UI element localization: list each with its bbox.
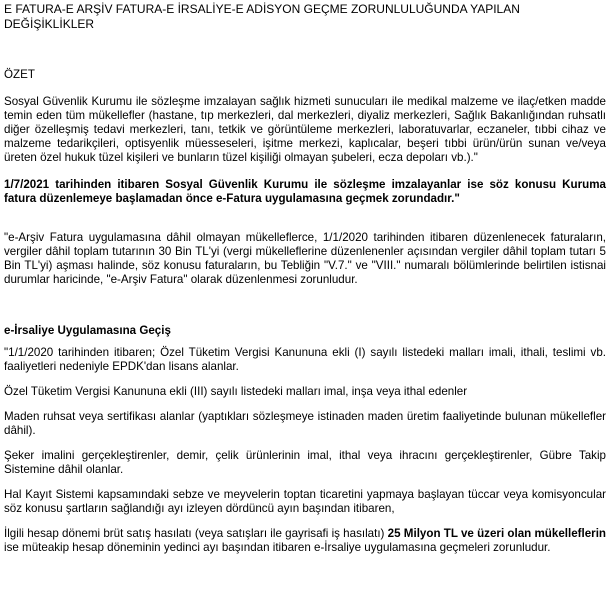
paragraph-hasilat-bold: 25 Milyon TL ve üzeri olan mükelleflerin — [387, 527, 607, 540]
paragraph-maden: Maden ruhsat veya sertifikası alanlar (yaptıkları sözleşmeye istinaden maden üretim faaliyetinde bulunan mükellefler dâhil). — [4, 410, 606, 437]
summary-heading: ÖZET — [4, 68, 35, 81]
paragraph-e-arsiv: "e-Arşiv Fatura uygulamasına dâhil olmayan mükelleflerce, 1/1/2020 tarihinden itibaren düzenlenecek faturaların, vergiler dâhil toplam tutarının 30 Bin TL'yi (vergi mükelleflerine düzenlenenler açısından vergiler dâhil toplam tutarı 5 Bin TL'yi) aşması halinde, söz konusu faturaların, bu Tebliğin "V.7." ve "VIII." numaralı bölümlerinde belirtilen istisnai durumlar haricinde, "e-Arşiv Fatura" olarak düzenlenmesi zorunludur. — [4, 231, 606, 286]
paragraph-hasilat-part2: ise müteakip hesap döneminin yedinci ayı başından itibaren e-İrsaliye uygulamasına geçmeleri zorunludur. — [4, 541, 551, 554]
paragraph-hal-kayit: Hal Kayıt Sistemi kapsamındaki sebze ve meyvelerin toptan ticaretini yapmaya başlayan tüccar veya komisyoncular söz konusu şartların sağlandığı ayı izleyen dördüncü ayın başından itibaren, — [4, 488, 606, 515]
paragraph-hasilat-part1: İlgili hesap dönemi brüt satış hasılatı (veya satışları ile gayrisafi iş hasılatı) — [4, 527, 388, 540]
section-heading-e-irsaliye: e-İrsaliye Uygulamasına Geçiş — [4, 324, 171, 337]
paragraph-otv-iii-liste: Özel Tüketim Vergisi Kanununa ekli (III) sayılı listedeki malları imal, inşa veya ithal edenler — [4, 385, 468, 398]
document-title: E FATURA-E ARŞİV FATURA-E İRSALİYE-E ADİSYON GEÇME ZORUNLULUĞUNDA YAPILAN DEĞİŞİKLİKLER — [4, 2, 520, 31]
paragraph-hasilat — [4, 527, 606, 555]
paragraph-otv-i-liste: "1/1/2020 tarihinden itibaren; Özel Tüketim Vergisi Kanununa ekli (I) sayılı listedeki malları imali, ithali, teslimi vb. faaliyetleri nedeniyle EPDK'dan lisans alanlar. — [4, 346, 606, 373]
document-page — [4, 2, 606, 555]
paragraph-sgk-mukellefler: Sosyal Güvenlik Kurumu ile sözleşme imzalayan sağlık hizmeti sunucuları ile medikal malzeme ve ilaç/etken madde temin eden tüm mükellefler (hastane, tıp merkezleri, dal merkezleri, diyaliz merkezleri, Sağlık Bakanlığından ruhsatlı diğer özelleşmiş tedavi merkezleri, tanı, tetkik ve görüntüleme merkezleri, laboratuvarlar, eczaneler, tıbbi cihaz ve malzeme tedarikçileri, optisyenlik müesseseleri, işitme merkezi, kaplıcalar, beşeri tıbbi ürün/ürün sunan ve/veya üreten özel hukuk tüzel kişileri ve bunların tüzel kişiliği olmayan şubeleri, ecza depoları vb.)." — [4, 95, 606, 164]
paragraph-sgk-deadline: 1/7/2021 tarihinden itibaren Sosyal Güvenlik Kurumu ile sözleşme imzalayanlar ise söz konusu Kuruma fatura düzenlemeye başlamadan önce e-Fatura uygulamasına geçmek zorundadır." — [4, 178, 606, 205]
paragraph-seker-demir: Şeker imalini gerçekleştirenler, demir, çelik ürünlerinin imal, ithal veya ihracını gerçekleştirenler, Gübre Takip Sistemine dâhil olanlar. — [4, 449, 606, 476]
